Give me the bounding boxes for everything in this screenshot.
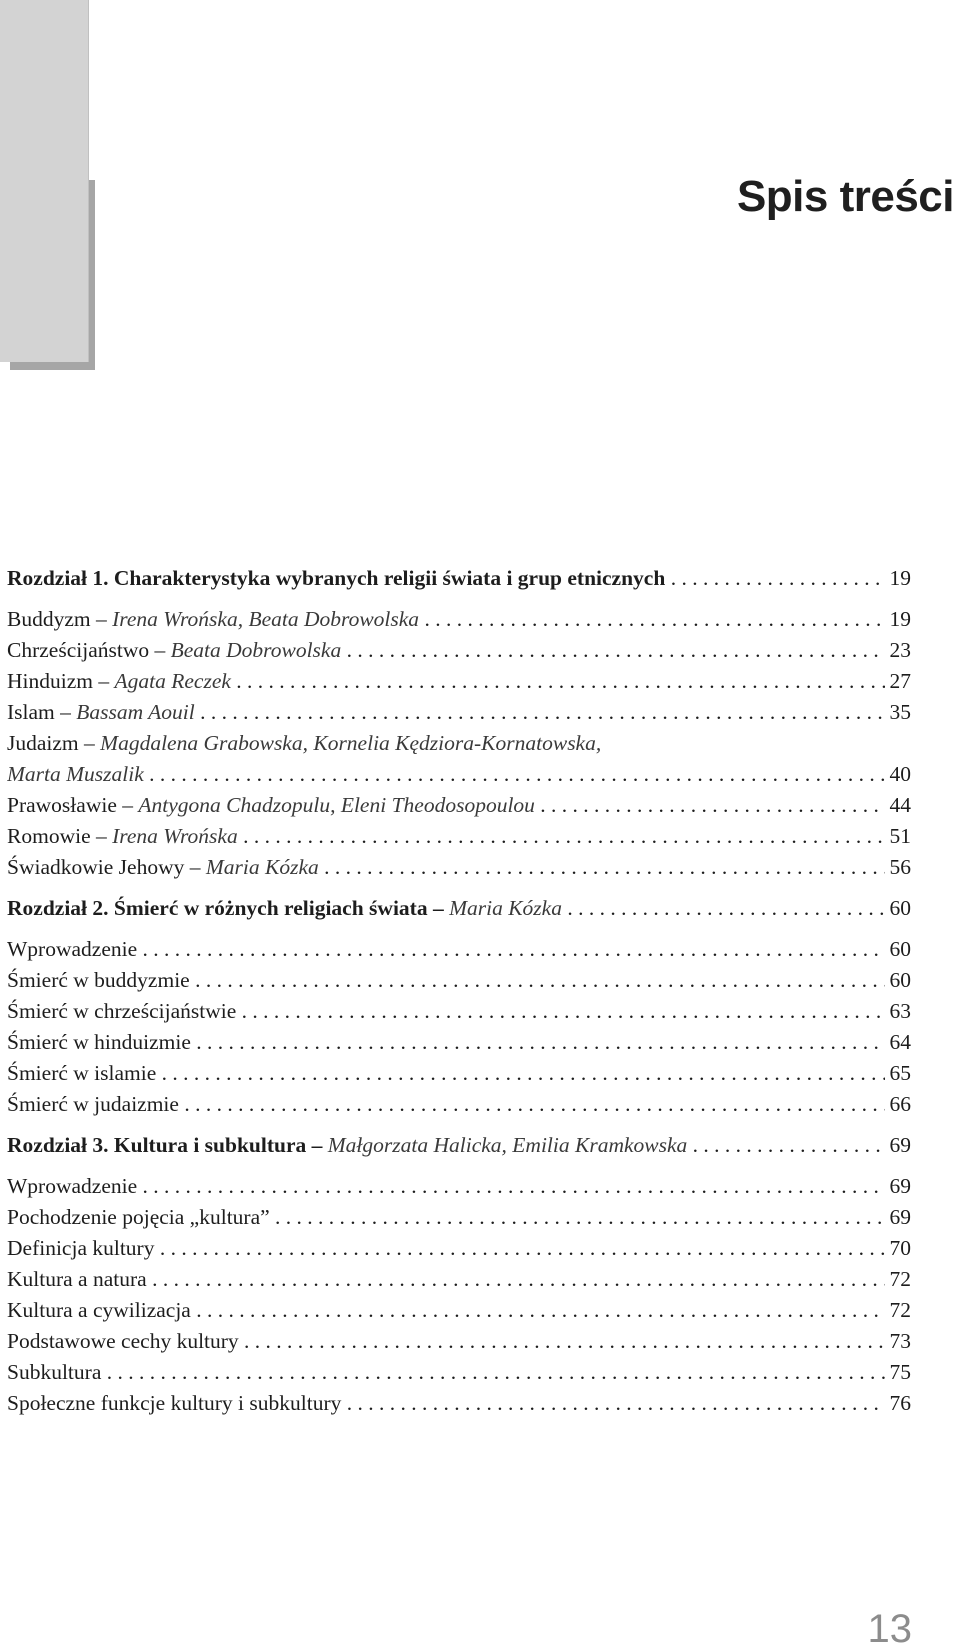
toc-entry-title: Wprowadzenie xyxy=(7,937,138,961)
toc-entry-page: 66 xyxy=(889,1092,911,1116)
toc-entry-title: Prawosławie xyxy=(7,793,117,817)
toc-entry-row xyxy=(7,996,960,1027)
toc-entry-separator: – xyxy=(116,793,139,817)
toc-entry-page: 19 xyxy=(889,607,911,631)
toc-entry-text xyxy=(7,1388,885,1419)
toc-entry-row xyxy=(7,759,960,790)
toc-entry-title: Społeczne funkcje kultury i subkultury xyxy=(7,1391,342,1415)
toc-entry-text xyxy=(7,1326,885,1357)
toc-entry-row xyxy=(7,1388,960,1419)
toc-entry-text xyxy=(7,996,885,1027)
toc-entry-text xyxy=(7,666,885,697)
toc-entry-title: Romowie xyxy=(7,824,91,848)
toc-entry-author: Małgorzata Halicka, Emilia Kramkowska xyxy=(327,1133,688,1157)
toc-entry-title: Śmierć w islamie xyxy=(7,1061,157,1085)
toc-entry-text xyxy=(7,821,885,852)
toc-entry-title: Islam xyxy=(7,700,55,724)
toc-entry-row xyxy=(7,934,960,965)
toc-entry-author: Beata Dobrowolska xyxy=(170,638,342,662)
toc-entry-author: Magdalena Grabowska, Kornelia Kędziora-Kornatowska, xyxy=(100,731,602,755)
toc-entry-row xyxy=(7,852,960,883)
toc-entry-text xyxy=(7,1357,885,1388)
toc-entry-text xyxy=(7,965,885,996)
toc-entry-text xyxy=(7,1233,885,1264)
toc-entry-row xyxy=(7,1089,960,1120)
toc-entry-author: Agata Reczek xyxy=(114,669,231,693)
toc-entry-title: Śmierć w buddyzmie xyxy=(7,968,190,992)
toc-entry-page: 70 xyxy=(889,1236,911,1260)
toc-entry-title: Śmierć w judaizmie xyxy=(7,1092,179,1116)
toc-entry-title: Judaizm xyxy=(7,731,79,755)
toc-chapter-row xyxy=(7,1130,960,1161)
toc-entry-row xyxy=(7,1058,960,1089)
toc-entry-title: Pochodzenie pojęcia „kultura” xyxy=(7,1205,270,1229)
toc-entry-title: Buddyzm xyxy=(7,607,91,631)
toc-entry-author: Maria Kózka xyxy=(449,896,562,920)
toc-entry-title: Śmierć w hinduizmie xyxy=(7,1030,191,1054)
toc-entry-page: 27 xyxy=(889,669,911,693)
toc-entry-row xyxy=(7,1233,960,1264)
toc-entry-separator: – xyxy=(149,638,171,662)
toc-entry-page: 35 xyxy=(889,700,911,724)
toc-entry-text xyxy=(7,1027,885,1058)
toc-chapter-row xyxy=(7,893,960,924)
toc-entry-separator: – xyxy=(306,1133,328,1157)
toc-entry-title: Subkultura xyxy=(7,1360,102,1384)
toc-entry-page: 60 xyxy=(889,937,911,961)
toc-entry-page: 44 xyxy=(889,793,911,817)
toc-entry-author: Bassam Aouil xyxy=(76,700,195,724)
toc-entry-title: Podstawowe cechy kultury xyxy=(7,1329,239,1353)
toc-entry-title: Śmierć w chrześcijaństwie xyxy=(7,999,237,1023)
toc-entry-page: 64 xyxy=(889,1030,911,1054)
toc-entry-separator: – xyxy=(427,896,450,920)
toc-entry-separator: – xyxy=(54,700,77,724)
toc-entry-page: 65 xyxy=(889,1061,911,1085)
toc-entry-text xyxy=(7,759,885,790)
toc-entry-page: 69 xyxy=(889,1133,911,1157)
toc-entry-page: 40 xyxy=(889,762,911,786)
toc-entry-author: Irena Wrońska xyxy=(112,824,238,848)
page-title: Spis treści xyxy=(736,172,954,221)
toc-entry-text xyxy=(7,1295,885,1326)
toc-entry-author: Irena Wrońska, Beata Dobrowolska xyxy=(112,607,420,631)
toc-entry-row xyxy=(7,604,960,635)
toc-entry-author: Marta Muszalik xyxy=(7,762,144,786)
toc-chapter-row xyxy=(7,563,960,594)
toc-entry-row xyxy=(7,790,960,821)
toc-entry-separator: – xyxy=(78,731,101,755)
toc-entry-page: 75 xyxy=(889,1360,911,1384)
toc-entry-page: 73 xyxy=(889,1329,911,1353)
toc-entry-separator: – xyxy=(90,824,113,848)
toc-entry-row xyxy=(7,1202,960,1233)
toc-entry-text xyxy=(7,790,885,821)
toc-entry-text xyxy=(7,635,885,666)
toc-entry-text xyxy=(7,934,885,965)
toc-entry-text xyxy=(7,563,885,594)
toc-entry-text xyxy=(7,604,885,635)
toc-entry-page: 23 xyxy=(889,638,911,662)
toc-entry-text xyxy=(7,728,885,759)
page-number: 13 xyxy=(867,1607,912,1651)
toc-entry-page: 60 xyxy=(889,896,911,920)
toc-entry-row xyxy=(7,1264,960,1295)
toc-entry-page: 19 xyxy=(889,566,911,590)
table-of-contents xyxy=(7,563,960,1419)
toc-entry-row xyxy=(7,697,960,728)
toc-entry-text xyxy=(7,1130,885,1161)
toc-entry-title: Chrześcijaństwo xyxy=(7,638,150,662)
toc-entry-title: Świadkowie Jehowy xyxy=(7,855,185,879)
toc-entry-page: 60 xyxy=(889,968,911,992)
toc-entry-title: Definicja kultury xyxy=(7,1236,155,1260)
toc-entry-page: 69 xyxy=(889,1205,911,1229)
toc-entry-row xyxy=(7,666,960,697)
toc-entry-row xyxy=(7,1357,960,1388)
toc-entry-separator: – xyxy=(184,855,206,879)
toc-entry-row xyxy=(7,1326,960,1357)
toc-entry-row xyxy=(7,1027,960,1058)
toc-entry-text xyxy=(7,1202,885,1233)
toc-entry-title: Wprowadzenie xyxy=(7,1174,138,1198)
toc-entry-title: Hinduizm xyxy=(7,669,93,693)
toc-entry-page: 72 xyxy=(889,1298,911,1322)
toc-entry-title: Kultura a cywilizacja xyxy=(7,1298,191,1322)
toc-entry-page: 72 xyxy=(889,1267,911,1291)
toc-entry-text xyxy=(7,1264,885,1295)
toc-entry-author: Maria Kózka xyxy=(205,855,319,879)
toc-entry-page: 69 xyxy=(889,1174,911,1198)
toc-entry-title: Rozdział 2. Śmierć w różnych religiach świata xyxy=(7,896,428,920)
toc-entry-separator: – xyxy=(90,607,113,631)
toc-entry-text xyxy=(7,893,885,924)
toc-entry-page: 76 xyxy=(889,1391,911,1415)
toc-entry-text xyxy=(7,852,885,883)
toc-entry-row xyxy=(7,1171,960,1202)
toc-entry-page: 63 xyxy=(889,999,911,1023)
toc-entry-text xyxy=(7,1089,885,1120)
toc-entry-title: Rozdział 1. Charakterystyka wybranych religii świata i grup etnicznych xyxy=(7,566,666,590)
toc-entry-text xyxy=(7,697,885,728)
toc-entry-page: 51 xyxy=(889,824,911,848)
toc-entry-page: 56 xyxy=(889,855,911,879)
toc-entry-author: Antygona Chadzopulu, Eleni Theodosopoulou xyxy=(138,793,535,817)
toc-entry-row xyxy=(7,635,960,666)
toc-entry-row xyxy=(7,1295,960,1326)
toc-entry-separator: – xyxy=(93,669,115,693)
toc-entry-row xyxy=(7,728,960,759)
toc-entry-title: Rozdział 3. Kultura i subkultura xyxy=(7,1133,307,1157)
toc-entry-text xyxy=(7,1171,885,1202)
toc-entry-row xyxy=(7,821,960,852)
toc-entry-row xyxy=(7,965,960,996)
toc-entry-title: Kultura a natura xyxy=(7,1267,147,1291)
toc-entry-text xyxy=(7,1058,885,1089)
decorative-tab xyxy=(0,0,89,362)
